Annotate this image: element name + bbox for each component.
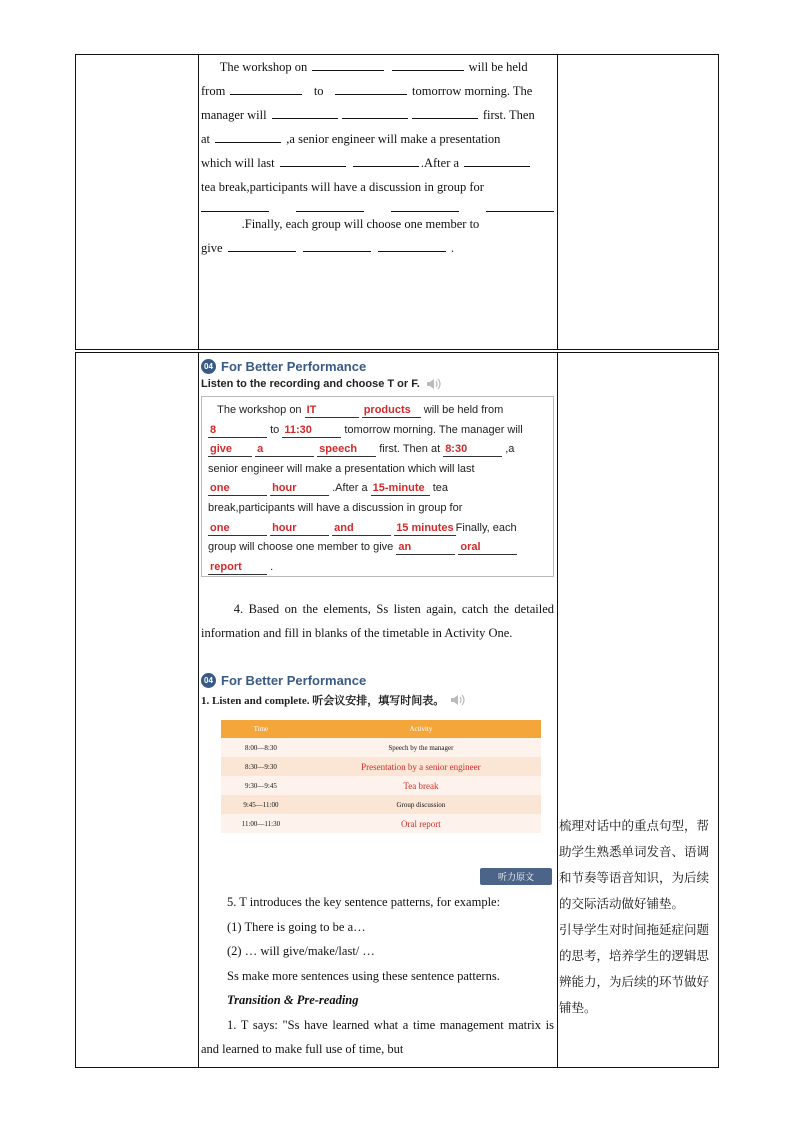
pattern-3: Ss make more sentences using these sentence patterns. bbox=[227, 968, 500, 983]
note-1: 梳理对话中的重点句型，帮助学生熟悉单词发音、语调和节奏等语音知识，为后续的交际活动做好铺垫。 bbox=[559, 818, 710, 911]
blank bbox=[464, 154, 530, 167]
step-4-paragraph: 4. Based on the elements, Ss listen again, catch the detailed information and fill in blanks of the timetable in Activity One. bbox=[201, 602, 554, 640]
blank bbox=[280, 154, 346, 167]
instruction-text: Listen to the recording and choose T or F. bbox=[201, 378, 420, 390]
blank bbox=[303, 239, 371, 252]
text: at bbox=[201, 132, 211, 146]
slide-title: For Better Performance bbox=[221, 359, 367, 374]
text: . bbox=[270, 560, 274, 573]
text: tomorrow morning. The manager will bbox=[344, 423, 523, 436]
answer: one bbox=[208, 482, 267, 496]
blank bbox=[335, 82, 407, 95]
slide-instruction bbox=[201, 378, 554, 390]
table-row bbox=[221, 795, 541, 814]
note-2: 引导学生对时间拖延症问题的思考，培养学生的逻辑思辨能力，为后续的环节做好铺垫。 bbox=[559, 922, 710, 1015]
text: tea break,participants will have a discussion in group for bbox=[201, 180, 484, 194]
time-cell: 9:45—11:00 bbox=[221, 795, 301, 814]
text: .After a bbox=[420, 156, 460, 170]
step-5-intro: 5. T introduces the key sentence patterns, for example: bbox=[227, 895, 501, 909]
answer: IT bbox=[305, 404, 359, 418]
blank bbox=[486, 199, 554, 212]
slide-heading bbox=[201, 673, 554, 688]
text: senior engineer will make a presentation which will last bbox=[208, 462, 475, 475]
text: give bbox=[201, 241, 223, 255]
text: tea bbox=[432, 482, 449, 495]
activity-cell: Presentation by a senior engineer bbox=[301, 757, 541, 776]
time-cell: 8:00—8:30 bbox=[221, 738, 301, 757]
blank bbox=[296, 199, 364, 212]
gap-fill-paragraph bbox=[199, 55, 556, 260]
blank bbox=[215, 130, 281, 143]
answer: 15-minute bbox=[371, 482, 430, 496]
blank bbox=[228, 239, 296, 252]
answer-box bbox=[201, 396, 554, 577]
slide-heading bbox=[201, 359, 554, 374]
text: from bbox=[201, 84, 226, 98]
answer: and bbox=[332, 522, 391, 536]
text: which will last bbox=[201, 156, 275, 170]
text: tomorrow morning. The bbox=[412, 84, 533, 98]
listening-transcript-button[interactable]: 听力原文 bbox=[480, 868, 552, 885]
answer: 15 minutes bbox=[396, 521, 454, 534]
blank bbox=[230, 82, 302, 95]
blank bbox=[342, 106, 408, 119]
answer: hour bbox=[270, 522, 329, 536]
answer: hour bbox=[270, 482, 329, 496]
activity-cell: Group discussion bbox=[301, 795, 541, 814]
blank bbox=[412, 106, 478, 119]
answer: speech bbox=[317, 443, 376, 457]
step-text: 1. T says: "Ss have learned what a time management matrix is and learned to make full use of time, but bbox=[201, 1017, 554, 1056]
blank bbox=[391, 199, 459, 212]
header-activity: Activity bbox=[301, 720, 541, 738]
pattern-1: (1) There is going to be a… bbox=[227, 919, 366, 934]
slide-timetable bbox=[199, 673, 556, 883]
step-4-text bbox=[199, 597, 556, 645]
text: to bbox=[270, 423, 280, 436]
blank bbox=[378, 239, 446, 252]
speaker-icon[interactable] bbox=[426, 378, 442, 390]
slide-title: For Better Performance bbox=[221, 673, 367, 688]
text: to bbox=[313, 84, 324, 98]
table-row bbox=[221, 814, 541, 833]
table-row bbox=[221, 776, 541, 795]
lesson-table-top bbox=[75, 54, 719, 350]
activity-cell: Tea break bbox=[301, 776, 541, 795]
answer: one bbox=[208, 522, 267, 536]
activity-cell: Speech by the manager bbox=[301, 738, 541, 757]
answer: 8 bbox=[208, 424, 267, 438]
table-row bbox=[221, 757, 541, 776]
timetable bbox=[221, 720, 541, 833]
activity-cell: Oral report bbox=[301, 814, 541, 833]
text: Finally, each bbox=[455, 521, 517, 534]
speaker-icon[interactable] bbox=[450, 694, 466, 706]
blank bbox=[353, 154, 419, 167]
answer: oral bbox=[458, 541, 517, 555]
blank bbox=[392, 58, 464, 71]
blank bbox=[272, 106, 338, 119]
section-heading: Transition & Pre-reading bbox=[227, 993, 359, 1007]
table-row bbox=[221, 738, 541, 757]
time-cell: 9:30—9:45 bbox=[221, 776, 301, 795]
answer: 11:30 bbox=[282, 424, 341, 438]
answer: an bbox=[396, 541, 455, 555]
time-cell: 8:30—9:30 bbox=[221, 757, 301, 776]
header-time: Time bbox=[221, 720, 301, 738]
blank bbox=[312, 58, 384, 71]
text: ,a bbox=[505, 443, 515, 456]
text: first. Then bbox=[482, 108, 535, 122]
text: first. Then at bbox=[379, 443, 441, 456]
text: break,participants will have a discussion in group for bbox=[208, 501, 463, 514]
text: .Finally, each group will choose one member to bbox=[241, 217, 480, 231]
text: group will choose one member to give bbox=[208, 541, 394, 554]
lesson-table-bottom bbox=[75, 352, 719, 1068]
text: manager will bbox=[201, 108, 267, 122]
time-cell: 11:00—11:30 bbox=[221, 814, 301, 833]
blank bbox=[201, 199, 269, 212]
slide-instruction bbox=[201, 692, 554, 708]
section-badge: 04 bbox=[201, 359, 216, 374]
text: ,a senior engineer will make a presentation bbox=[286, 132, 501, 146]
answer: give bbox=[208, 443, 252, 457]
instruction-text: 1. Listen and complete. 听会议安排，填写时间表。 bbox=[201, 695, 445, 707]
pattern-2: (2) … will give/make/last/ … bbox=[227, 944, 375, 958]
slide-listening bbox=[199, 359, 556, 577]
answer: a bbox=[255, 443, 314, 457]
step-5-text bbox=[199, 890, 556, 1062]
text: . bbox=[451, 241, 455, 255]
text: The workshop on bbox=[217, 404, 302, 416]
teaching-notes bbox=[558, 813, 718, 1021]
section-badge: 04 bbox=[201, 673, 216, 688]
answer: 8:30 bbox=[443, 443, 502, 457]
answer: report bbox=[208, 561, 267, 575]
text: will be held bbox=[468, 60, 528, 74]
column-divider bbox=[557, 55, 558, 349]
table-header bbox=[221, 720, 541, 738]
text: The workshop on bbox=[219, 60, 308, 74]
text: .After a bbox=[332, 482, 368, 495]
text: will be held from bbox=[423, 404, 504, 416]
answer: products bbox=[362, 404, 421, 418]
